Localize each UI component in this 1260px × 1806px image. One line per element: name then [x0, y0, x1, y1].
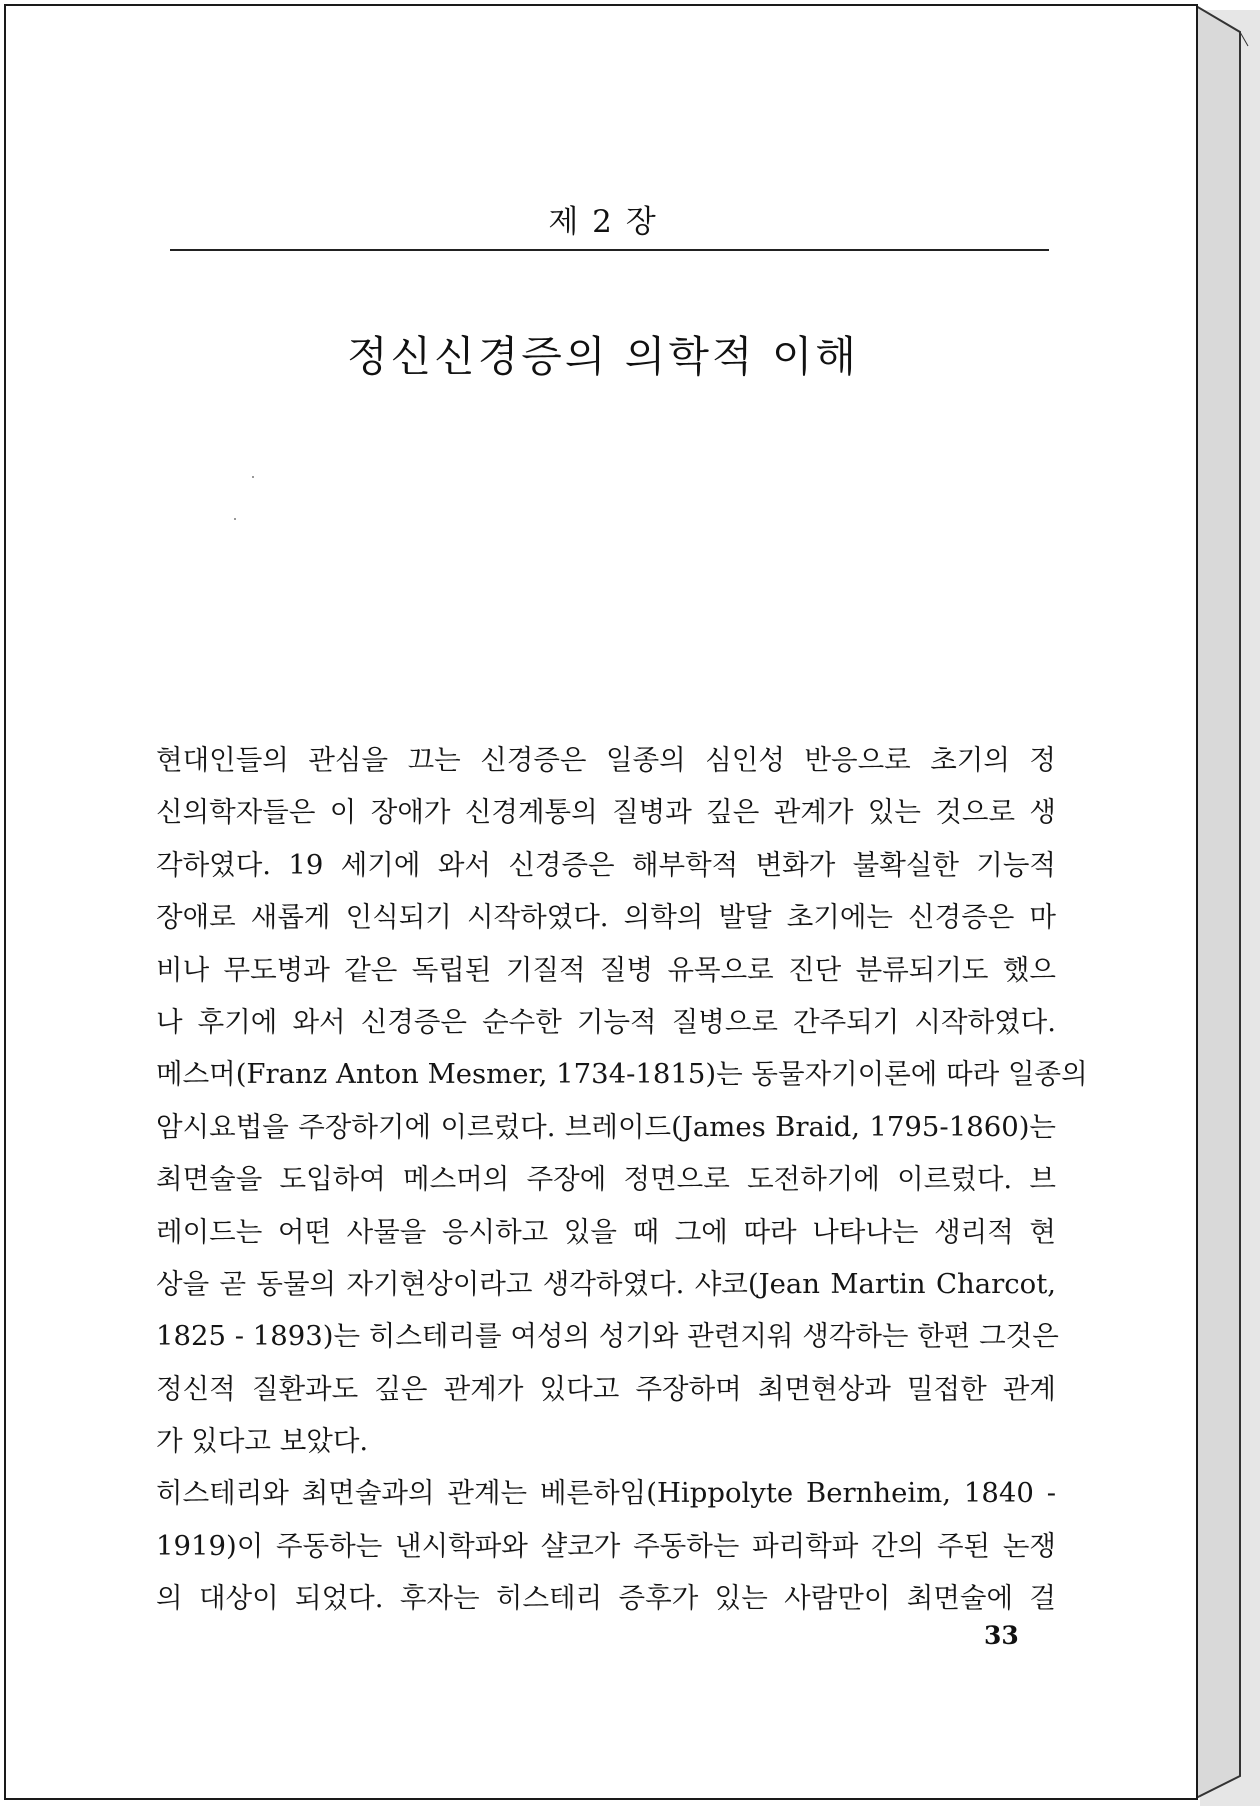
text-line: 히스테리와 최면술과의 관계는 베른하임(Hippolyte Bernheim, 1840 -	[156, 1477, 1056, 1510]
text-line: 가 있다고 보았다.	[156, 1425, 369, 1458]
text-line: 상을 곧 동물의 자기현상이라고 생각하였다. 샤코(Jean Martin Charcot,	[156, 1267, 1056, 1300]
chapter-divider	[170, 249, 1049, 251]
text-line: 메스머(Franz Anton Mesmer, 1734-1815)는 동물자기이론에 따라 일종의	[156, 1058, 1088, 1091]
text-line: 신의학자들은 이 장애가 신경계통의 질병과 깊은 관계가 있는 것으로 생	[156, 796, 1056, 829]
text-line: 장애로 새롭게 인식되기 시작하였다. 의학의 발달 초기에는 신경증은 마	[156, 901, 1056, 934]
page-number: 33	[984, 1621, 1019, 1650]
chapter-number: 제 2 장	[548, 204, 658, 240]
text-line: 레이드는 어떤 사물을 응시하고 있을 때 그에 따라 나타나는 생리적 현	[156, 1215, 1056, 1248]
page-stack-edge	[1196, 6, 1254, 1798]
text-line: 1825 - 1893)는 히스테리를 여성의 성기와 관련지워 생각하는 한편 그것은	[156, 1320, 1059, 1353]
scan-speck	[252, 476, 254, 478]
text-line: 정신적 질환과도 깊은 관계가 있다고 주장하며 최면현상과 밀접한 관계	[156, 1372, 1056, 1405]
text-line: 비나 무도병과 같은 독립된 기질적 질병 유목으로 진단 분류되기도 했으	[156, 953, 1056, 986]
body-text	[156, 734, 1088, 1625]
scan-speck	[234, 518, 236, 520]
paragraph	[156, 734, 1088, 1467]
book-page	[4, 4, 1198, 1800]
text-line: 암시요법을 주장하기에 이르렀다. 브레이드(James Braid, 1795-1860)는	[156, 1110, 1056, 1143]
paragraph	[156, 1467, 1056, 1624]
text-line: 현대인들의 관심을 끄는 신경증은 일종의 심인성 반응으로 초기의 정	[156, 744, 1056, 776]
text-line: 의 대상이 되었다. 후자는 히스테리 증후가 있는 사람만이 최면술에 걸	[156, 1582, 1056, 1615]
text-line: 1919)이 주동하는 낸시학파와 샬코가 주동하는 파리학파 간의 주된 논쟁	[156, 1529, 1056, 1562]
text-line: 나 후기에 와서 신경증은 순수한 기능적 질병으로 간주되기 시작하였다.	[156, 1005, 1056, 1038]
text-line: 최면술을 도입하여 메스머의 주장에 정면으로 도전하기에 이르렀다. 브	[156, 1163, 1056, 1196]
text-line: 각하였다. 19 세기에 와서 신경증은 해부학적 변화가 불확실한 기능적	[156, 848, 1056, 881]
chapter-title: 정신신경증의 의학적 이해	[347, 332, 859, 381]
